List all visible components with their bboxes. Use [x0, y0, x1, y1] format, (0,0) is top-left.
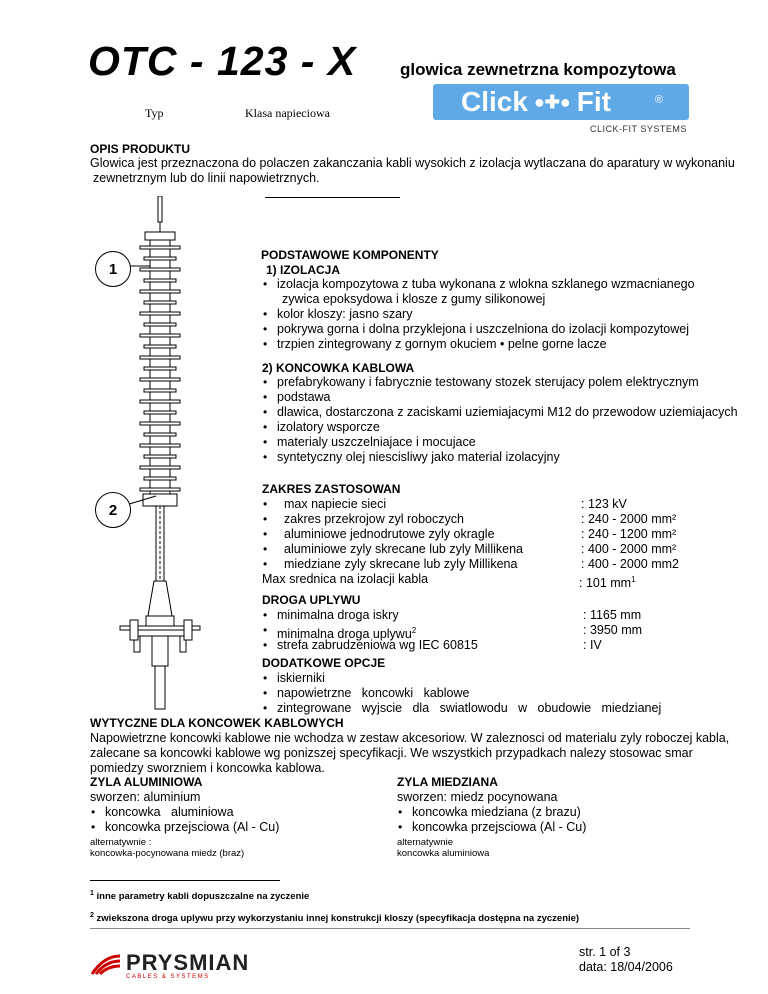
wytyczne-line1: Napowietrzne koncowki kablowe nie wchodza w zestaw akcesoriow. W zaleznosci od materialu zyly roboczej kabla, — [90, 731, 730, 745]
list-item: • trzpien zintegrowany z gornym okuciem • pelne gorne lacze — [262, 337, 695, 352]
list-item: • max napiecie sieci — [262, 497, 523, 512]
insulator-shed — [144, 323, 176, 326]
value-text: : 1165 mm — [583, 608, 642, 622]
insulator-shed — [140, 444, 180, 447]
footnote-ref: 2 — [411, 626, 417, 635]
wytyczne-line3: pomiedzy sworzniem i koncowka kablowa. — [90, 761, 325, 775]
page-number: str. 1 of 3 — [579, 945, 631, 959]
insulator-shed — [144, 477, 176, 480]
insulator-shed — [144, 257, 176, 260]
alu-alt-label: alternatywnie : — [90, 837, 152, 848]
list-item: • izolatory wsporcze — [262, 420, 738, 435]
footnote-ref: 1 — [631, 575, 636, 584]
insulator-shed — [140, 334, 180, 337]
logo-text-right: Fit — [576, 86, 611, 117]
footnote-text: inne parametry kabli dopuszczalne na zyczenie — [96, 891, 310, 903]
list-item: • materialy uszczelniajace i mocujace — [262, 435, 738, 450]
opis-line1: Glowica jest przeznaczona do polaczen zakanczania kabli wysokich z izolacja wytlaczana do aparatury w wykonaniu — [90, 156, 735, 170]
insulator-shed — [144, 411, 176, 414]
opcje-list — [262, 671, 661, 716]
list-item: • podstawa — [262, 390, 738, 405]
opis-heading: OPIS PRODUKTU — [90, 142, 191, 156]
alu-sworzen: sworzen: aluminium — [90, 790, 201, 804]
list-item: • dlawica, dostarczona z zaciskami uziemiajacymi M12 do przewodow uziemiajacych — [262, 405, 738, 420]
label-klasa: Klasa napieciowa — [245, 106, 330, 120]
footnote-1 — [90, 888, 309, 902]
product-code: OTC - 123 - X — [88, 38, 357, 84]
insulator-shed — [140, 400, 180, 403]
footnote-2 — [90, 910, 579, 924]
value-text: : IV — [583, 638, 602, 652]
opis-line2: zewnetrznym lub do linii napowietrznych. — [93, 171, 320, 185]
cu-list — [397, 805, 586, 835]
list-item: • izolacja kompozytowa z tuba wykonana z wlokna szklanego wzmacnianego — [262, 277, 695, 292]
insulator-shed — [140, 422, 180, 425]
prysmian-mark-icon — [90, 954, 122, 976]
list-item: • syntetyczny olej niescisliwy jako material izolacyjny — [262, 450, 738, 465]
list-item: • koncowka aluminiowa — [90, 805, 279, 820]
label-typ: Typ — [145, 106, 164, 120]
list-item-label: minimalna droga uplywu — [277, 627, 412, 642]
droga-heading: DROGA UPLYWU — [262, 593, 361, 607]
zakres-heading: ZAKRES ZASTOSOWAN — [262, 482, 401, 496]
footnote-number: 1 — [90, 890, 94, 897]
callout-1: 1 — [95, 251, 131, 287]
clickfit-logo — [433, 84, 689, 120]
value-text: : 240 - 1200 mm² — [581, 527, 677, 541]
list-item: • koncowka przejsciowa (Al - Cu) — [90, 820, 279, 835]
brand-name: PRYSMIAN — [126, 950, 250, 975]
footnote-number: 2 — [90, 912, 94, 919]
registered-mark: ® — [654, 94, 663, 106]
insulator-shed — [140, 378, 180, 381]
max-srednica-label: Max srednica na izolacji kabla — [262, 572, 429, 586]
komponenty-heading: PODSTAWOWE KOMPONENTY — [261, 248, 439, 262]
document-date: data: 18/04/2006 — [579, 960, 673, 974]
cu-alt-label: alternatywnie — [397, 837, 453, 848]
list-item: • koncowka miedziana (z brazu) — [397, 805, 586, 820]
insulator-shed — [144, 433, 176, 436]
insulator-shed — [144, 389, 176, 392]
izolacja-heading: 1) IZOLACJA — [266, 263, 341, 277]
list-item: • koncowka przejsciowa (Al - Cu) — [397, 820, 586, 835]
list-item-continuation: zywica epoksydowa i klosze z gumy silikonowej — [282, 292, 546, 306]
insulator-shed — [140, 488, 180, 491]
alu-alt-value: koncowka-pocynowana miedz (braz) — [90, 848, 245, 859]
value-text: : 3950 mm — [583, 623, 643, 637]
zakres-list — [262, 497, 523, 572]
droga-list — [262, 608, 478, 653]
izolacja-list — [262, 277, 695, 352]
droga-values — [583, 608, 642, 653]
brand-subtitle: CABLES & SYSTEMS — [126, 974, 210, 980]
list-item — [262, 623, 478, 642]
callout-2: 2 — [95, 492, 131, 528]
wytyczne-line2: zalecane sa koncowki kablowe wg ponizszej specyfikacji. We wszystkich przypadkach nalezy stosowac smar — [90, 746, 693, 760]
list-item: • miedziane zyly skrecane lub zyly Millikena — [262, 557, 523, 572]
list-item: • zintegrowane wyjscie dla swiatlowodu w obudowie miedzianej — [262, 701, 661, 716]
list-item: • iskierniki — [262, 671, 661, 686]
list-item: • prefabrykowany i fabrycznie testowany stozek sterujacy polem elektrycznym — [262, 375, 738, 390]
alu-heading: ZYLA ALUMINIOWA — [90, 775, 203, 789]
cu-sworzen: sworzen: miedz pocynowana — [397, 790, 558, 804]
insulator-shed — [140, 290, 180, 293]
insulator-shed — [144, 455, 176, 458]
insulator-shed — [144, 279, 176, 282]
list-item: • aluminiowe zyly skrecane lub zyly Millikena — [262, 542, 523, 557]
list-item: • minimalna droga iskry — [262, 608, 478, 623]
value-text: : 123 kV — [581, 497, 627, 511]
list-item: • aluminiowe jednodrutowe zyly okragle — [262, 527, 523, 542]
value-text: : 400 - 2000 mm² — [581, 542, 677, 556]
list-item: • kolor kloszy: jasno szary — [262, 307, 695, 322]
koncowka-list — [262, 375, 738, 465]
logo-text-left: Click — [461, 86, 528, 117]
zakres-values — [581, 497, 679, 591]
insulator-shed — [144, 367, 176, 370]
prysmian-logo — [90, 950, 249, 980]
wytyczne-heading: WYTYCZNE DLA KONCOWEK KABLOWYCH — [90, 716, 344, 730]
logo-subtitle: CLICK-FIT SYSTEMS — [590, 124, 687, 134]
alu-list — [90, 805, 279, 835]
cu-alt-value: koncowka aluminiowa — [397, 848, 490, 859]
value-text: : 400 - 2000 mm2 — [581, 557, 679, 571]
footnote-text: zwiekszona droga uplywu przy wykorzystaniu innej konstrukcji kloszy (specyfikacja dostępna na zyczenie) — [96, 913, 580, 925]
footer-rule — [90, 928, 690, 929]
cu-heading: ZYLA MIEDZIANA — [397, 775, 498, 789]
list-item: • zakres przekrojow zyl roboczych — [262, 512, 523, 527]
insulator-shed — [140, 268, 180, 271]
insulator-shed — [140, 356, 180, 359]
footnote-rule — [90, 880, 280, 881]
koncowka-heading: 2) KONCOWKA KABLOWA — [262, 361, 415, 375]
insulator-shed — [140, 312, 180, 315]
value-text: : 240 - 2000 mm² — [581, 512, 677, 526]
list-item: • napowietrzne koncowki kablowe — [262, 686, 661, 701]
list-item: • strefa zabrudzeniowa wg IEC 60815 — [262, 638, 478, 653]
insulator-shed — [140, 466, 180, 469]
insulator-shed — [144, 345, 176, 348]
separator-rule — [265, 197, 400, 198]
product-description: glowica zewnetrzna kompozytowa — [400, 60, 676, 79]
value-text: : 101 mm — [579, 576, 632, 591]
connector-icon: ●✚● — [533, 91, 571, 112]
opcje-heading: DODATKOWE OPCJE — [262, 656, 386, 670]
list-item: • pokrywa gorna i dolna przyklejona i uszczelniona do izolacji kompozytowej — [262, 322, 695, 337]
insulator-shed — [144, 301, 176, 304]
insulator-shed — [140, 246, 180, 249]
